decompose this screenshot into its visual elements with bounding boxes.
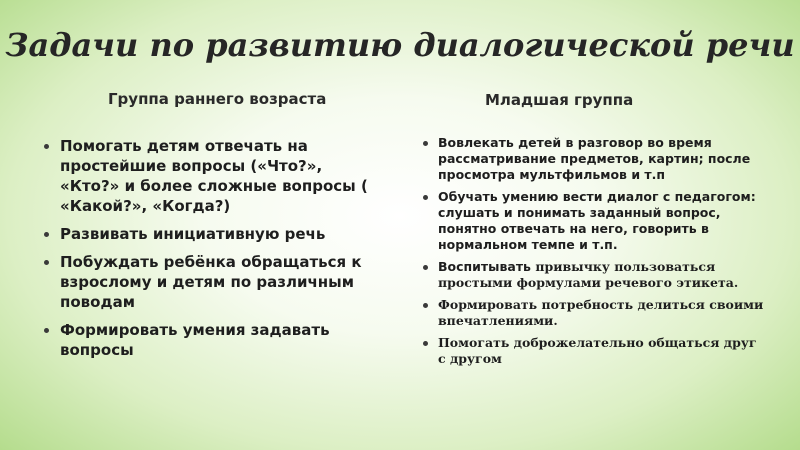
list-item: Помогать доброжелательно общаться друг с другом bbox=[422, 335, 767, 367]
left-column-list bbox=[43, 136, 383, 368]
slide-title: Задачи по развитию диалогической речи bbox=[5, 26, 795, 64]
list-item bbox=[422, 259, 767, 291]
right-column-list bbox=[422, 135, 767, 373]
list-item: Формировать умения задавать вопросы bbox=[43, 320, 383, 360]
left-column-heading: Группа раннего возраста bbox=[108, 90, 327, 108]
list-item: Побуждать ребёнка обращаться к взрослому и детям по различным поводам bbox=[43, 252, 383, 312]
list-item: Развивать инициативную речь bbox=[43, 224, 383, 244]
list-item: Вовлекать детей в разговор во время рассматривание предметов, картин; после просмотра мультфильмов и т.п bbox=[422, 135, 767, 183]
list-item: Формировать потребность делиться своими впечатлениями. bbox=[422, 297, 767, 329]
list-item-lead: Воспитывать bbox=[438, 259, 531, 274]
right-column-heading: Младшая группа bbox=[485, 91, 634, 109]
list-item: Помогать детям отвечать на простейшие вопросы («Что?», «Кто?» и более сложные вопросы ( «Какой?», «Когда?) bbox=[43, 136, 383, 216]
list-item: Обучать умению вести диалог с педагогом: слушать и понимать заданный вопрос, понятно отвечать на него, говорить в нормальном темпе и т.п. bbox=[422, 189, 767, 253]
list-item-rest: привычку пользоваться простыми формулами речевого этикета. bbox=[438, 259, 739, 290]
